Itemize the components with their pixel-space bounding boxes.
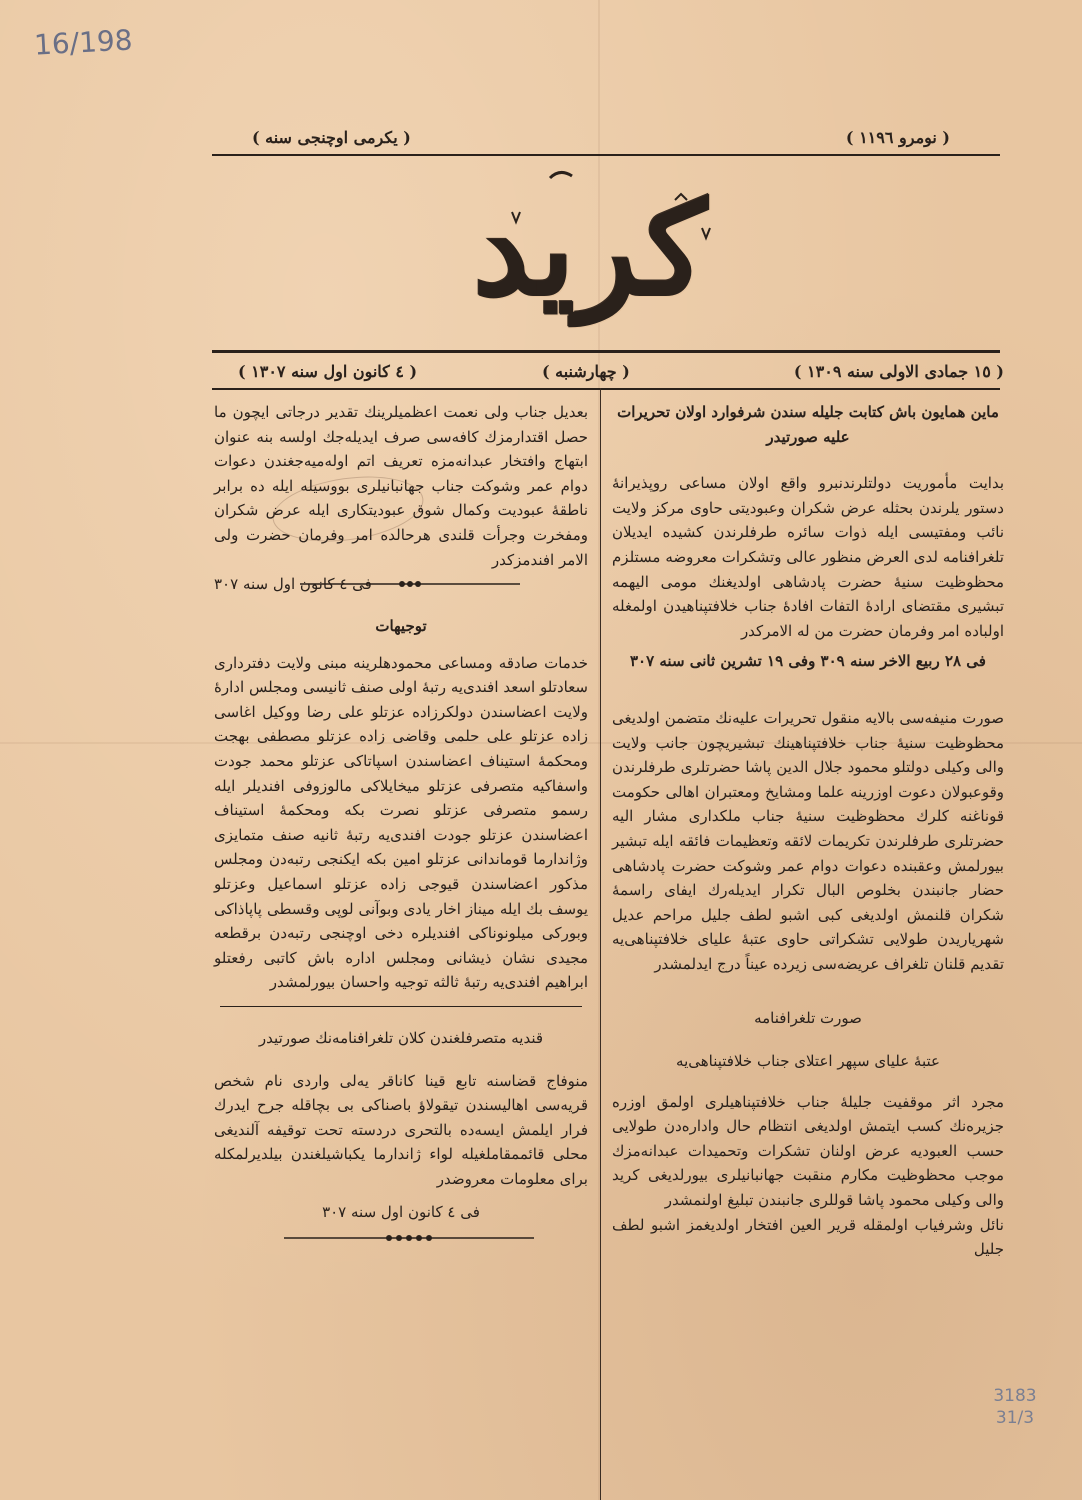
column-divider — [600, 388, 601, 1500]
archive-note-bottom — [990, 1385, 1040, 1429]
article-paragraph: بعدیل جناب ولی نعمت اعظمیلرینك تقدیر درجاتی ایچون ما حصل اقتدارمزك کافه‌سی صرف ایدیله‌جك اولسه بنه عنوان ابتهاج وافتخار عبدانه‌مزه تعریف اتم اوله‌میه‌جغندن دعوات دوام عمر وشوکت جناب جهانبانیلری بووسیله ایله ده برابر ناطقهٔ عبودیت وکمال شوق عبودیتکاری ایله عرض شکران ومفخرت وجرأت قلندی هرحالده امر وفرمان حضرت ولی الامر افندمزکدر — [214, 403, 588, 569]
section-rule — [220, 1006, 582, 1007]
article-date: فی ٢٨ ربیع الاخر سنه ٣٠٩ وفی ١٩ تشرین ثانی سنه ٣٠٧ — [630, 652, 986, 671]
masthead-title: کرید — [472, 175, 708, 325]
article-paragraph: مجرد اثر موقفیت جلیلهٔ جناب خلافتپناهیلری اولمق اوزره جزیره‌نك کسب ایتمش اولدیغی انتظام حال واداره‌دن طولایی حسب العبودیه عرض اولنان تشکرات وتحمیدات عبدانه‌مزك موجب محظوظیت مکارم منقبت جهانبانیلری بیورلدیغی کرید والی وکیلی محمود پاشا قوللری جانبندن تبلیغ اولنمشدر — [612, 1092, 1004, 1210]
telegram-address: عتبهٔ علیای سپهر اعتلای جناب خلافتپناهی‌یه — [676, 1052, 940, 1071]
article-paragraph: بدایت مأموریت دولتلرندنبرو واقع اولان مساعی روپذیرانهٔ دستور یلرندن بحثله عرض شکران وعبودیتی حاوی مرکز ولایت نائب ومفتیسی ایله ذوات سائره طرفلرندن کشیده ایدیلان تلغرافنامه لدی العرض منظور عالی وتشکرات معروضه مستلزم محظوظیت سنیهٔ حضرت پادشاهی اولدیغنك مومی الیهمه تبشیری مقتضای ارادهٔ التفات افادهٔ جناب خلافتپناهیدن اولمغله اولباده امر وفرمان حضرت من له الامرکدر — [612, 474, 1004, 640]
date-bar-rule-top — [212, 350, 1000, 353]
telegram-heading: صورت تلغرافنامه — [754, 1009, 862, 1028]
article-date: فی ٤ کانون اول سنه ٣٠٧ — [214, 575, 372, 594]
archive-note: 16/198 — [33, 23, 134, 62]
date-bar-rule-bottom — [212, 388, 1000, 390]
weekday: ( چهارشنبه ) — [542, 362, 630, 381]
article-date: فی ٤ کانون اول سنه ٣٠٧ — [322, 1202, 480, 1221]
section-heading: توجیهات — [375, 617, 427, 635]
archive-note-bottom-line: 3183 — [993, 1386, 1037, 1406]
masthead-ornament-icon — [440, 150, 740, 350]
separator-ornament-icon — [300, 576, 520, 592]
article-paragraph: منوفاج قضاسنه تابع قینا کاناقر یه‌لی واردی نام شخص قریه‌سی اهالیسندن تیقولاؤ باصناکی بی بچاقله جرح ایدرك فرار ایلمش ایسه‌ده بالتحری دردسته تحت توقیفه آلندیغی محلی قائممقاملغیله لواء ژاندارما یکباشیلغندن بیلدیرلمکله برای معلومات معروضدر — [214, 1071, 588, 1188]
archive-note-bottom-line: 31/3 — [995, 1408, 1035, 1428]
article-paragraph: صورت منیفه‌سی بالایه منقول تحریرات علیه‌نك متضمن اولدیغی محظوظیت سنیهٔ جناب خلافتپناهینك تبشیریچون جانب ولایت والی وکیلی دولتلو محمود جلال الدین پاشا حضرتلری طرفلرندن وقوعبولان دعوت اوزرینه علما ومشایخ ومعتبران اهالی حکومت قوناغنه کلرك محظوظیت سنیهٔ جناب ملکداری مشار الیه حضرتلری طرفلرندن تکریمات لائقه وتعظیمات فائقه ایله تبشیر بیورلمش وعقبنده دعوات دوام عمر وشوکت حضرت پادشاهی حضار جانبندن بخلوص البال تکرار ایدیله‌رك ایفای راسمهٔ شکران قلنمش اولدیغی کبی اشبو لطف جلیل مراحم عدیل شهریاریدن طولایی تشکراتی حاوی عتبهٔ علیای خلافتپناهی‌یه تقدیم قلنان تلغراف عریضه‌سی زیرده عیناً درج ایدلمشدر — [612, 708, 1004, 973]
hijri-date: ( ١٥ جمادی الاولی سنه ١٣٠٩ ) — [793, 362, 1004, 381]
article-paragraph: خدمات صادقه ومساعی محمودهلرینه مبنی ولایت دفترداری سعادتلو اسعد افندی‌یه رتبهٔ اولی صنف ثانیسی ومجلس ادارهٔ ولایت اعضاسندن دولکرزاده عزتلو علی رضا ووکیل اغاسی زاده عزتلو علی حلمی وقاضی زاده عزتلو مصطفی بهجت ومحکمهٔ استیناف اعضاسندن اسپاتاکی عزتلو محمد جودت واسفاکیه متصرفی عزتلو میخایلاکی مالوزوفی افندیلر ایله رسمو متصرفی عزتلو نصرت بکه ومحکمهٔ استیناف اعضاسندن عزتلو جودت افندی‌یه رتبهٔ ثانیه صنف متمایزی وژاندارما قوماندانی عزتلو امین بکه ایکنجی رتبه‌دن ومجلس مذکور اعضاسندن قیوجی زاده عزتلو اسماعیل وعزتلو یوسف بك ایله میناز اخار یادی وبوآنی لوپی وقسطی پاپاذاکی وبورکی میلونوناکی افندیلره دخی اوچنجی رتبه‌دن برقطعه مجیدی نشان ذیشانی ومجلس اداره باش کاتبی رفعتلو ابراهیم افندی‌یه رتبهٔ ثالثه توجیه واحسان بیورلمشدر — [214, 653, 588, 992]
telegram-section — [214, 1026, 588, 1224]
appointments-section — [214, 614, 588, 995]
section-heading: قندیه متصرفلغندن کلان تلغرافنامه‌نك صورتیدر — [258, 1029, 544, 1047]
masthead — [440, 150, 740, 350]
article-heading: ماین همایون باش کتابت جلیله سندن شرفوارد اولان تحریرات علیه صورتیدر — [617, 403, 999, 446]
article-paragraph: نائل وشرفیاب اولمقله قریر العین افتخار اولدیغمز اشبو لطف جلیل — [612, 1215, 1004, 1259]
rumi-date: ( ٤ کانون اول سنه ١٣٠٧ ) — [238, 362, 418, 381]
end-ornament-icon — [284, 1230, 534, 1246]
right-column — [612, 400, 1004, 1262]
year-label: ( یکرمی اوچنجی سنه ) — [252, 128, 411, 147]
issue-number: ( نومرو ١١٩٦ ) — [845, 128, 950, 147]
